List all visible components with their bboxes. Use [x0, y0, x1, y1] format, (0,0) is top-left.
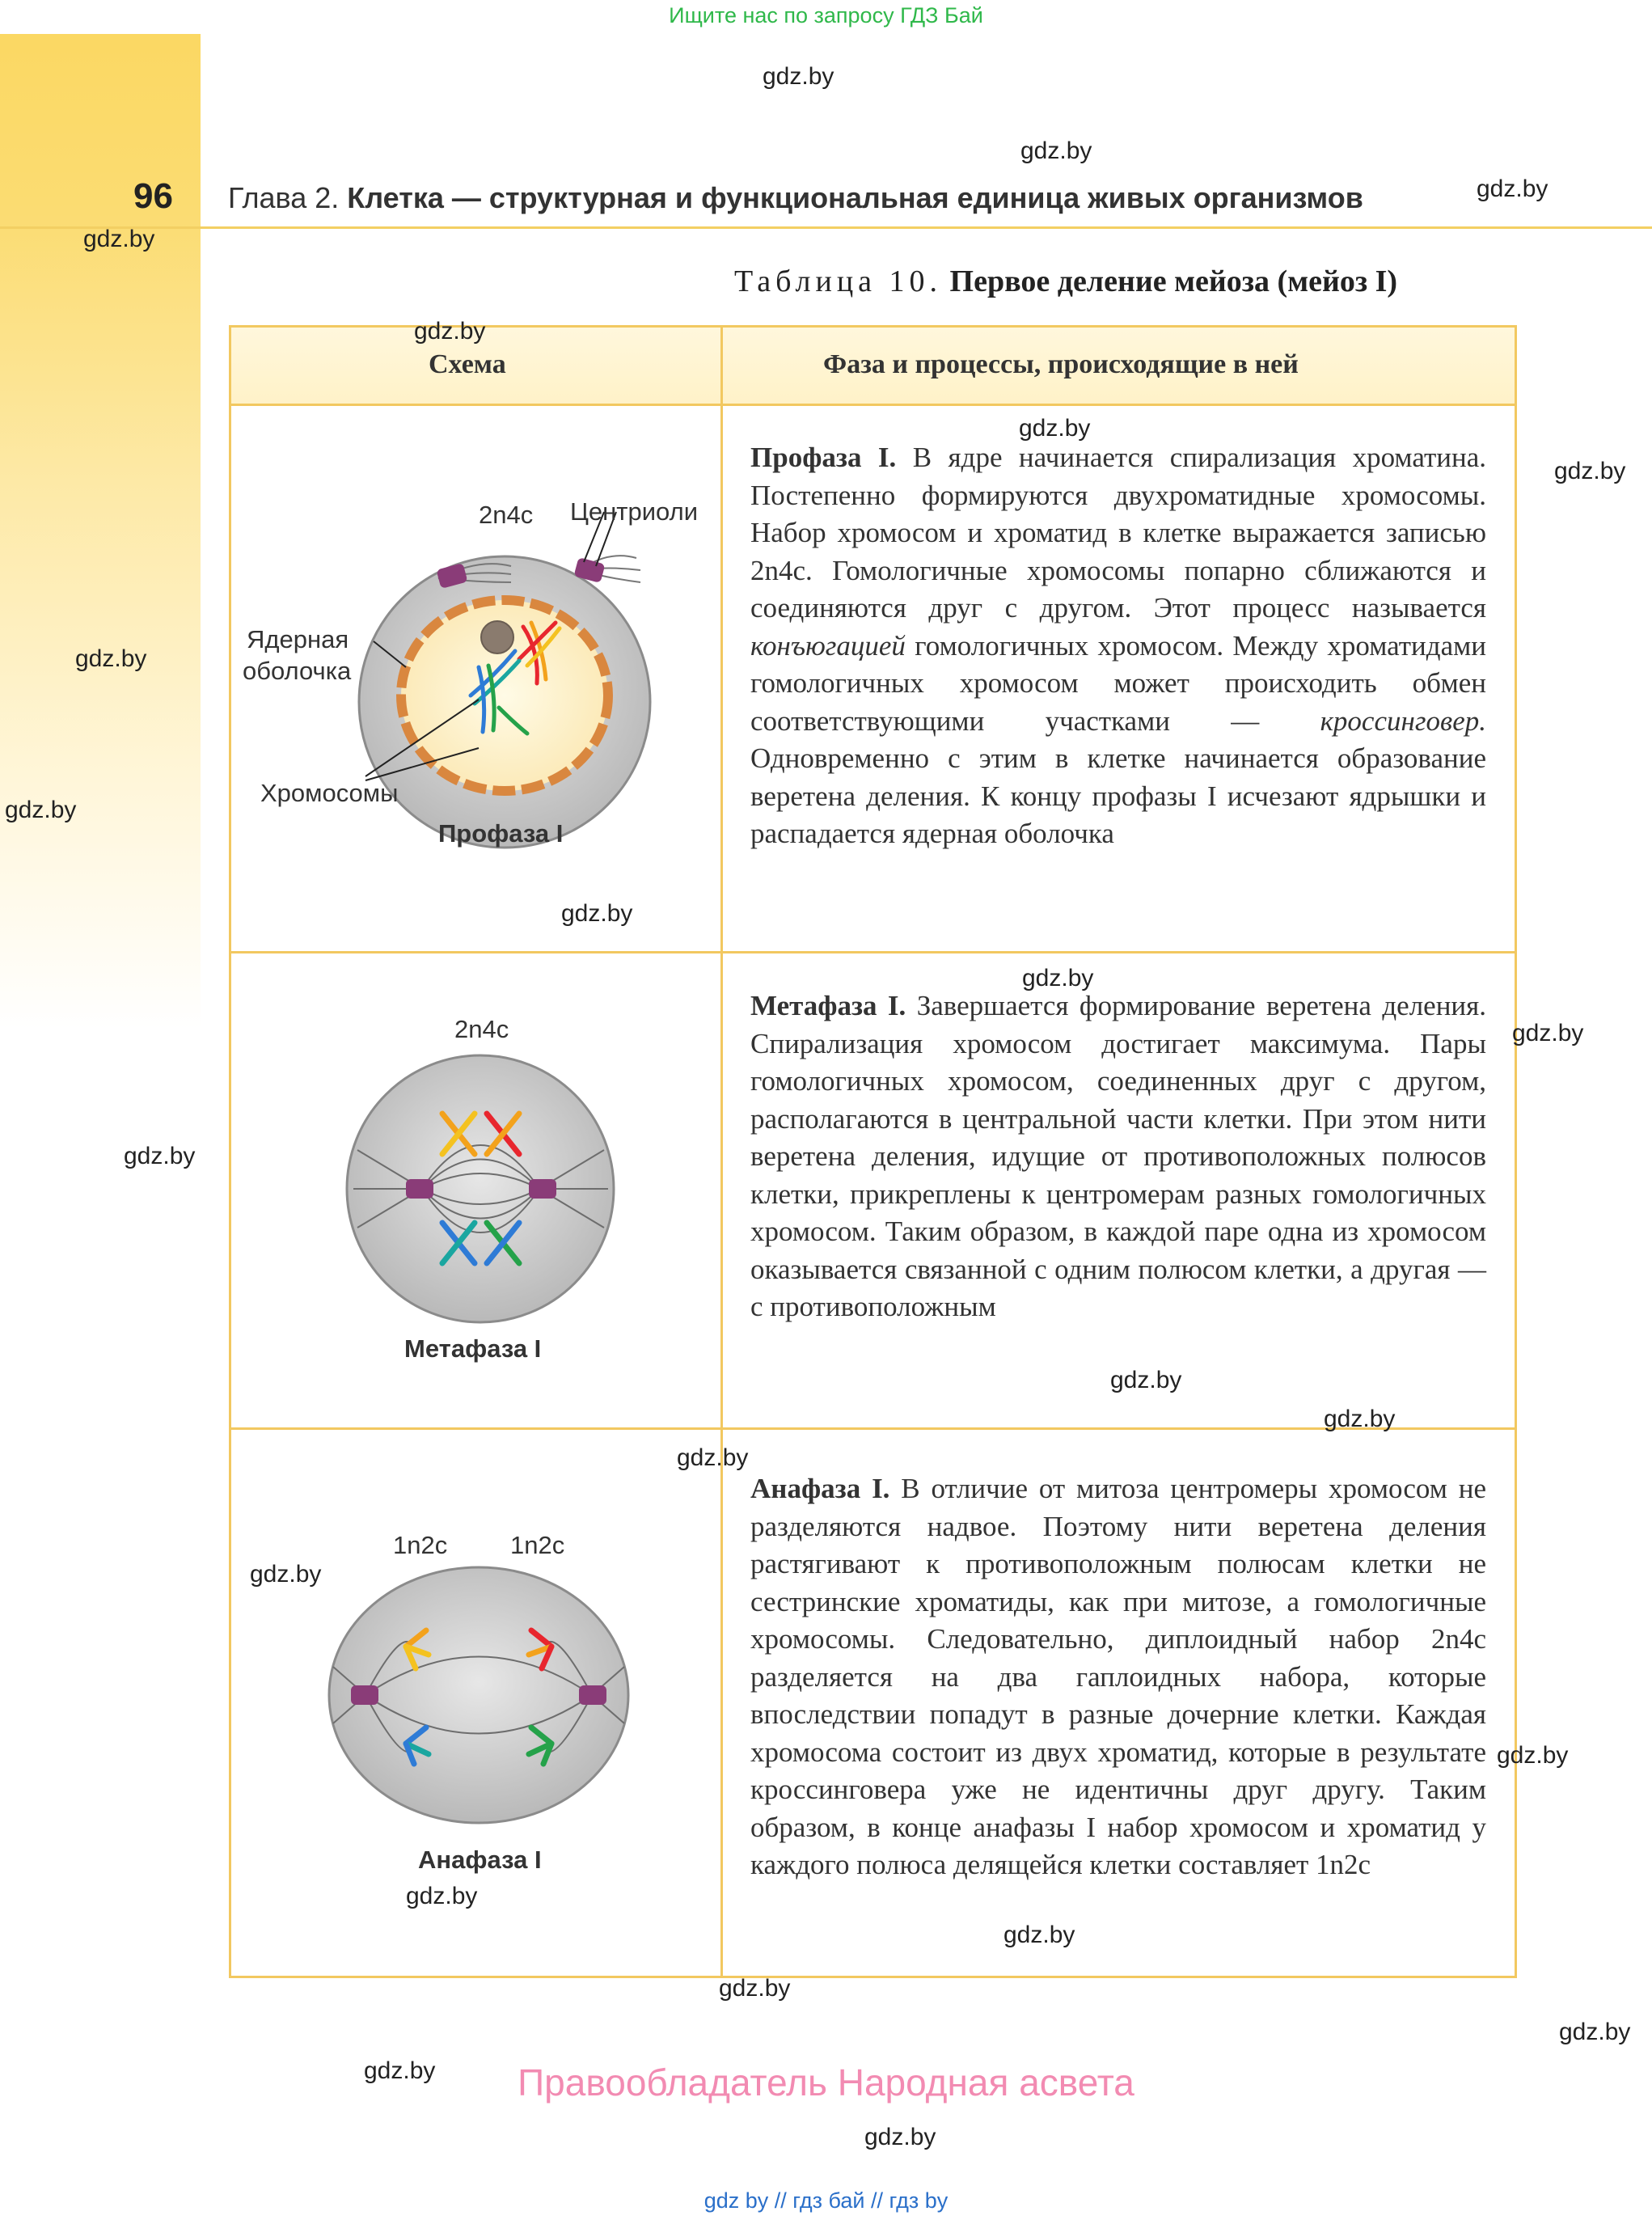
watermark: gdz.by [5, 797, 77, 823]
prophase-description [750, 439, 1486, 853]
watermark: gdz.by [1554, 458, 1626, 484]
chapter-heading [228, 181, 1363, 215]
prophase-text-3: Одновременно с этим в клетке начинается образование веретена деления. К концу профазы I исчезают ядрышки и распадается ядерная оболочка [750, 742, 1486, 849]
top-search-note[interactable]: Ищите нас по запросу ГДЗ Бай [669, 3, 983, 27]
label-envelope-line1: Ядерная [247, 625, 349, 653]
label-envelope-line2: оболочка [243, 657, 352, 685]
watermark: gdz.by [406, 1883, 478, 1909]
prophase-text-1: В ядре начинается спирализация хроматина. Постепенно формируются двухроматидные хромосомы. Набор хромосом и хроматид в клетке выражается записью 2n4c. Гомологичные хромосомы попарно сближаются и соединяются друг с другом. Этот процесс называется [750, 442, 1487, 624]
watermark: gdz.by [1019, 415, 1091, 442]
row-divider [231, 404, 1515, 406]
metaphase-description [750, 987, 1486, 1326]
page-number: 96 [133, 176, 173, 216]
term-crossing-over: кроссинговер. [1320, 704, 1486, 737]
watermark: gdz.by [83, 226, 155, 252]
watermark: gdz.by [1110, 1367, 1182, 1393]
chapter-prefix: Глава 2. [228, 181, 340, 214]
watermark: gdz.by [1003, 1922, 1075, 1948]
watermark: gdz.by [75, 645, 147, 672]
prophase-text-2: гомологичных хромосом. Между хроматидами гомологичных хромосом может происходить обмен соответствующими участками — [750, 629, 1487, 737]
watermark: gdz.by [1477, 175, 1548, 202]
watermark: gdz.by [124, 1143, 196, 1169]
anaphase-caption: Анафаза I [418, 1846, 542, 1874]
label-centrioles: Центриоли [570, 497, 699, 526]
footer-links[interactable]: gdz by // гдз бай // гдз by [703, 2188, 949, 2213]
watermark: gdz.by [1020, 137, 1092, 164]
watermark: gdz.by [1022, 965, 1094, 991]
metaphase-text: Завершается формирование веретена деления. Спирализация хромосом достигает максимума. Пары гомологичных хромосом, соединенных друг с другом, располагаются в центральной части клетки. При этом нити веретена деления, идущие от противоположных полюсов клетки, прикреплены к центромерам разных гомологичных хромосом. Таким образом, в каждой паре одна из хромосом оказывается связанной с одним полюсом клетки, а другая — с противоположным [750, 990, 1487, 1322]
table-title: Первое деление мейоза (мейоз I) [949, 264, 1398, 298]
chapter-title: Клетка — структурная и функциональная единица живых организмов [347, 181, 1363, 214]
anaphase-formula-right: 1n2c [510, 1531, 565, 1559]
column-divider [720, 328, 723, 1976]
watermark: gdz.by [677, 1444, 749, 1471]
watermark: gdz.by [1324, 1406, 1396, 1432]
watermark: gdz.by [1497, 1742, 1569, 1769]
nucleolus [481, 621, 513, 653]
watermark: gdz.by [250, 1561, 322, 1588]
watermark: gdz.by [561, 900, 633, 927]
anaphase-formula-left: 1n2c [393, 1531, 448, 1559]
anaphase-text: В отличие от митоза центромеры хромосом не разделяются надвое. Поэтому нити веретена деления растягивают к противоположным полюсам клетки не сестринские хроматиды, как при митозе, а гомологичные хромосомы. Следовательно, диплоидный набор 2n4c разделяется на два гаплоидных набора, которые впоследствии попадут в разные дочерние клетки. Каждая хромосома состоит из двух хроматид, которые в результате кроссинговера уже не идентичны друг другу. Таким образом, в конце анафазы I набор хромосом и хроматид у каждого полюса делящейся клетки составляет 1n2c [750, 1473, 1486, 1880]
table-number: Таблица 10. [734, 264, 943, 298]
anaphase-description [750, 1470, 1486, 1884]
watermark: gdz.by [1512, 1020, 1584, 1046]
metaphase-formula: 2n4c [454, 1015, 509, 1043]
watermark: gdz.by [414, 318, 486, 345]
watermark: gdz.by [719, 1975, 791, 2002]
label-chromosomes: Хромосомы [260, 779, 399, 807]
prophase-title: Профаза I. [750, 442, 897, 473]
watermark: gdz.by [1559, 2019, 1631, 2045]
term-conjugation: конъюгацией [750, 629, 906, 662]
copyright-notice: Правообладатель Народная асвета [518, 2061, 1134, 2103]
anaphase-title: Анафаза I. [750, 1473, 890, 1504]
watermark: gdz.by [763, 63, 834, 90]
watermark: gdz.by [364, 2057, 436, 2084]
table-caption [734, 264, 1397, 299]
column-header-phase: Фаза и процессы, происходящие в ней [823, 349, 1299, 379]
row-divider [231, 1427, 1515, 1430]
column-header-scheme: Схема [429, 349, 506, 379]
row-divider [231, 951, 1515, 953]
metaphase-title: Метафаза I. [750, 990, 906, 1021]
metaphase-caption: Метафаза I [404, 1334, 542, 1363]
header-rule [0, 226, 1652, 229]
prophase-caption: Профаза I [438, 819, 564, 848]
watermark: gdz.by [864, 2124, 936, 2150]
prophase-formula: 2n4c [479, 501, 534, 529]
